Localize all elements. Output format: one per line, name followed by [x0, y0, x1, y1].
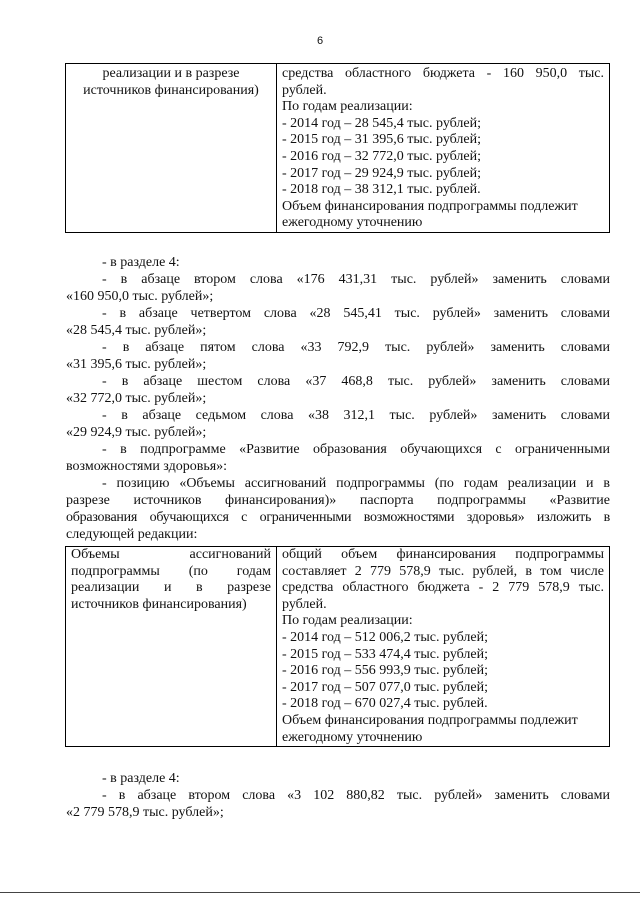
table-value-line: Объем финансирования подпрограммы подлежит: [282, 712, 578, 728]
table-value-line: рублей.: [282, 82, 327, 98]
table-value-line: - 2015 год – 533 474,4 тыс. рублей;: [282, 646, 489, 662]
paragraph-line: образования обучающихся с ограниченными возможностями здоровья» изложить в: [66, 510, 610, 525]
table-value-cell: [277, 64, 610, 233]
table-label-cell: [66, 547, 277, 747]
paragraph-line: разрезе источников финансирования)» паспорта подпрограммы «Развитие: [66, 493, 610, 508]
table-value-line: - 2018 год – 670 027,4 тыс. рублей.: [282, 696, 488, 712]
table-value-line: - 2014 год – 512 006,2 тыс. рублей;: [282, 629, 489, 645]
table-value-line: - 2015 год – 31 395,6 тыс. рублей;: [282, 132, 482, 148]
paragraph-line: «32 772,0 тыс. рублей»;: [66, 391, 207, 406]
paragraph-line: следующей редакции:: [66, 527, 198, 542]
table-value-line: составляет 2 779 578,9 тыс. рублей, в том числе: [282, 563, 604, 579]
table-value-line: рублей.: [282, 596, 327, 612]
table-value-cell: [277, 547, 610, 747]
amendments-section-2: [66, 770, 610, 821]
funding-table-continuation: [65, 63, 610, 233]
paragraph-line: «31 395,6 тыс. рублей»;: [66, 357, 207, 372]
funding-table-new-wording: [65, 546, 610, 747]
table-value-line: ежегодному уточнению: [282, 729, 423, 745]
table-value-line: средства областного бюджета - 160 950,0 тыс.: [282, 66, 604, 81]
table-label-line: реализации и в разрезе: [71, 580, 271, 596]
paragraph-line: - в абзаце пятом слова «33 792,9 тыс. рублей» заменить словами: [102, 340, 610, 355]
table-label-line: Объемы ассигнований: [71, 547, 271, 562]
paragraph-line: - в абзаце втором слова «3 102 880,82 тыс. рублей» заменить словами: [102, 788, 610, 803]
table-value-line: общий объем финансирования подпрограммы: [282, 547, 604, 562]
paragraph-line: - в абзаце четвертом слова «28 545,41 тыс. рублей» заменить словами: [102, 306, 610, 321]
table-label-line: источников финансирования): [71, 596, 247, 612]
paragraph-line: - в абзаце седьмом слова «38 312,1 тыс. рублей» заменить словами: [102, 408, 610, 423]
paragraph-line: «160 950,0 тыс. рублей»;: [66, 289, 214, 304]
table-value-line: По годам реализации:: [282, 613, 413, 629]
paragraph-line: «28 545,4 тыс. рублей»;: [66, 323, 207, 338]
paragraph-line: «2 779 578,9 тыс. рублей»;: [66, 805, 224, 820]
page-bottom-rule: [0, 892, 640, 893]
paragraph-line: «29 924,9 тыс. рублей»;: [66, 425, 207, 440]
table-value-line: - 2016 год – 556 993,9 тыс. рублей;: [282, 663, 489, 679]
table-value-line: - 2017 год – 29 924,9 тыс. рублей;: [282, 165, 482, 181]
table-value-line: - 2017 год – 507 077,0 тыс. рублей;: [282, 679, 489, 695]
table-label-line: источников финансирования): [83, 82, 259, 98]
paragraph-line: - в подпрограмме «Развитие образования обучающихся с ограниченными: [102, 442, 610, 457]
table-label-line: подпрограммы (по годам: [71, 563, 271, 579]
table-value-line: Объем финансирования подпрограммы подлежит: [282, 198, 578, 214]
paragraph-line: - в абзаце шестом слова «37 468,8 тыс. рублей» заменить словами: [102, 374, 610, 389]
table-value-line: - 2018 год – 38 312,1 тыс. рублей.: [282, 182, 481, 198]
table-value-line: По годам реализации:: [282, 99, 413, 115]
table-label-line: реализации и в разрезе: [102, 66, 240, 81]
table-label-cell: [66, 64, 277, 233]
amendments-section-1: [66, 254, 610, 543]
table-value-line: ежегодному уточнению: [282, 215, 423, 231]
paragraph-line: - в абзаце втором слова «176 431,31 тыс. рублей» заменить словами: [102, 272, 610, 287]
paragraph-line: - в разделе 4:: [102, 771, 180, 786]
paragraph-line: - в разделе 4:: [102, 255, 180, 270]
paragraph-line: - позицию «Объемы ассигнований подпрограммы (по годам реализации и в: [102, 476, 610, 491]
paragraph-line: возможностями здоровья»:: [66, 459, 228, 474]
table-value-line: средства областного бюджета - 2 779 578,9 тыс.: [282, 580, 604, 596]
page-number: 6: [316, 35, 324, 47]
table-value-line: - 2014 год – 28 545,4 тыс. рублей;: [282, 115, 482, 131]
table-value-line: - 2016 год – 32 772,0 тыс. рублей;: [282, 148, 482, 164]
